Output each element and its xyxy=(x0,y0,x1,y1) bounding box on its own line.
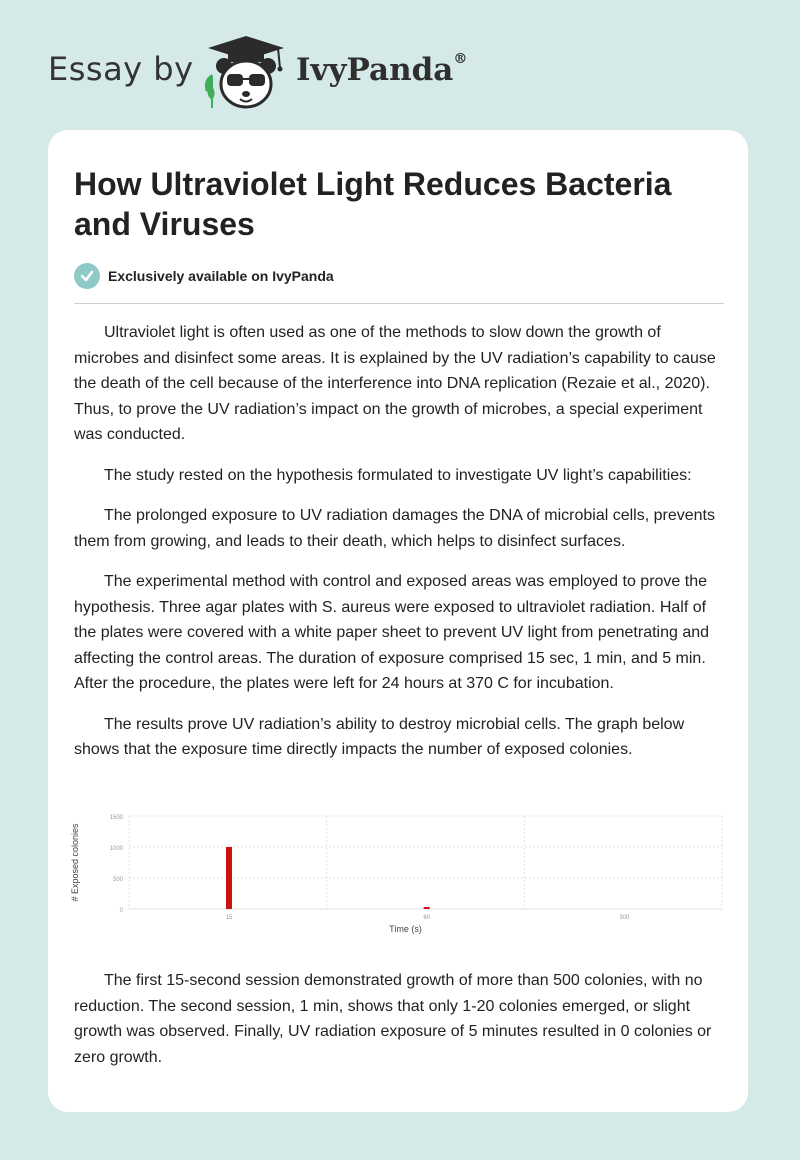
chart-container xyxy=(70,808,724,940)
exclusive-badge xyxy=(74,263,334,289)
paragraph: The results prove UV radiation’s ability to destroy microbial cells. The graph below shows that the exposure time directly impacts the number of exposed colonies. xyxy=(74,715,685,758)
paragraph: The study rested on the hypothesis formulated to investigate UV light’s capabilities: xyxy=(104,466,692,484)
article-card xyxy=(48,130,748,1112)
y-tick-label: 1000 xyxy=(109,846,123,852)
x-tick-label: 60 xyxy=(423,915,431,921)
x-axis-label: Time (s) xyxy=(389,924,422,934)
exclusive-label: Exclusively available on IvyPanda xyxy=(108,268,334,284)
brand-name[interactable] xyxy=(296,52,467,88)
paragraph: The first 15-second session demonstrated growth of more than 500 colonies, with no reduction. The second session, 1 min, shows that only 1-20 colonies emerged, or slight growth was observed. Finally, UV radiation exposure of 5 minutes resulted in 0 colonies or zero growth. xyxy=(74,972,712,1066)
brand-text: IvyPanda xyxy=(296,52,454,88)
bar xyxy=(424,907,430,909)
bar-chart xyxy=(70,808,724,940)
y-axis-label: # Exposed colonies xyxy=(70,823,80,902)
registered-mark: ® xyxy=(453,50,468,67)
essay-by-label: Essay by xyxy=(48,50,194,88)
y-tick-label: 0 xyxy=(119,908,123,914)
x-tick-label: 300 xyxy=(619,915,630,921)
article-body xyxy=(74,320,726,778)
paragraph: Ultraviolet light is often used as one of the methods to slow down the growth of microbes and disinfect some areas. It is explained by the UV radiation’s capability to cause the death of the cell because of the interference into DNA replication (Rezaie et al., 2020). Thus, to prove the UV radiation’s impact on the growth of microbes, a special experiment was conducted. xyxy=(74,324,716,443)
divider xyxy=(74,303,724,304)
panda-logo-icon[interactable] xyxy=(200,34,292,110)
y-tick-label: 1500 xyxy=(109,815,123,821)
check-icon xyxy=(74,263,100,289)
site-header xyxy=(0,0,800,120)
x-tick-label: 15 xyxy=(225,915,233,921)
paragraph: The experimental method with control and exposed areas was employed to prove the hypothesis. Three agar plates with S. aureus were exposed to ultraviolet radiation. Half of the plates were covered with a white paper sheet to prevent UV light from penetrating and affecting the control areas. The duration of exposure comprised 15 sec, 1 min, and 5 min. After the procedure, the plates were left for 24 hours at 370 C for incubation. xyxy=(74,573,710,692)
article-title: How Ultraviolet Light Reduces Bacteria and Viruses xyxy=(74,166,672,242)
bar xyxy=(226,847,232,909)
paragraph: The prolonged exposure to UV radiation damages the DNA of microbial cells, prevents them from growing, and leads to their death, which helps to disinfect surfaces. xyxy=(74,507,715,550)
article-conclusion xyxy=(74,968,726,1070)
y-tick-label: 500 xyxy=(112,877,123,883)
